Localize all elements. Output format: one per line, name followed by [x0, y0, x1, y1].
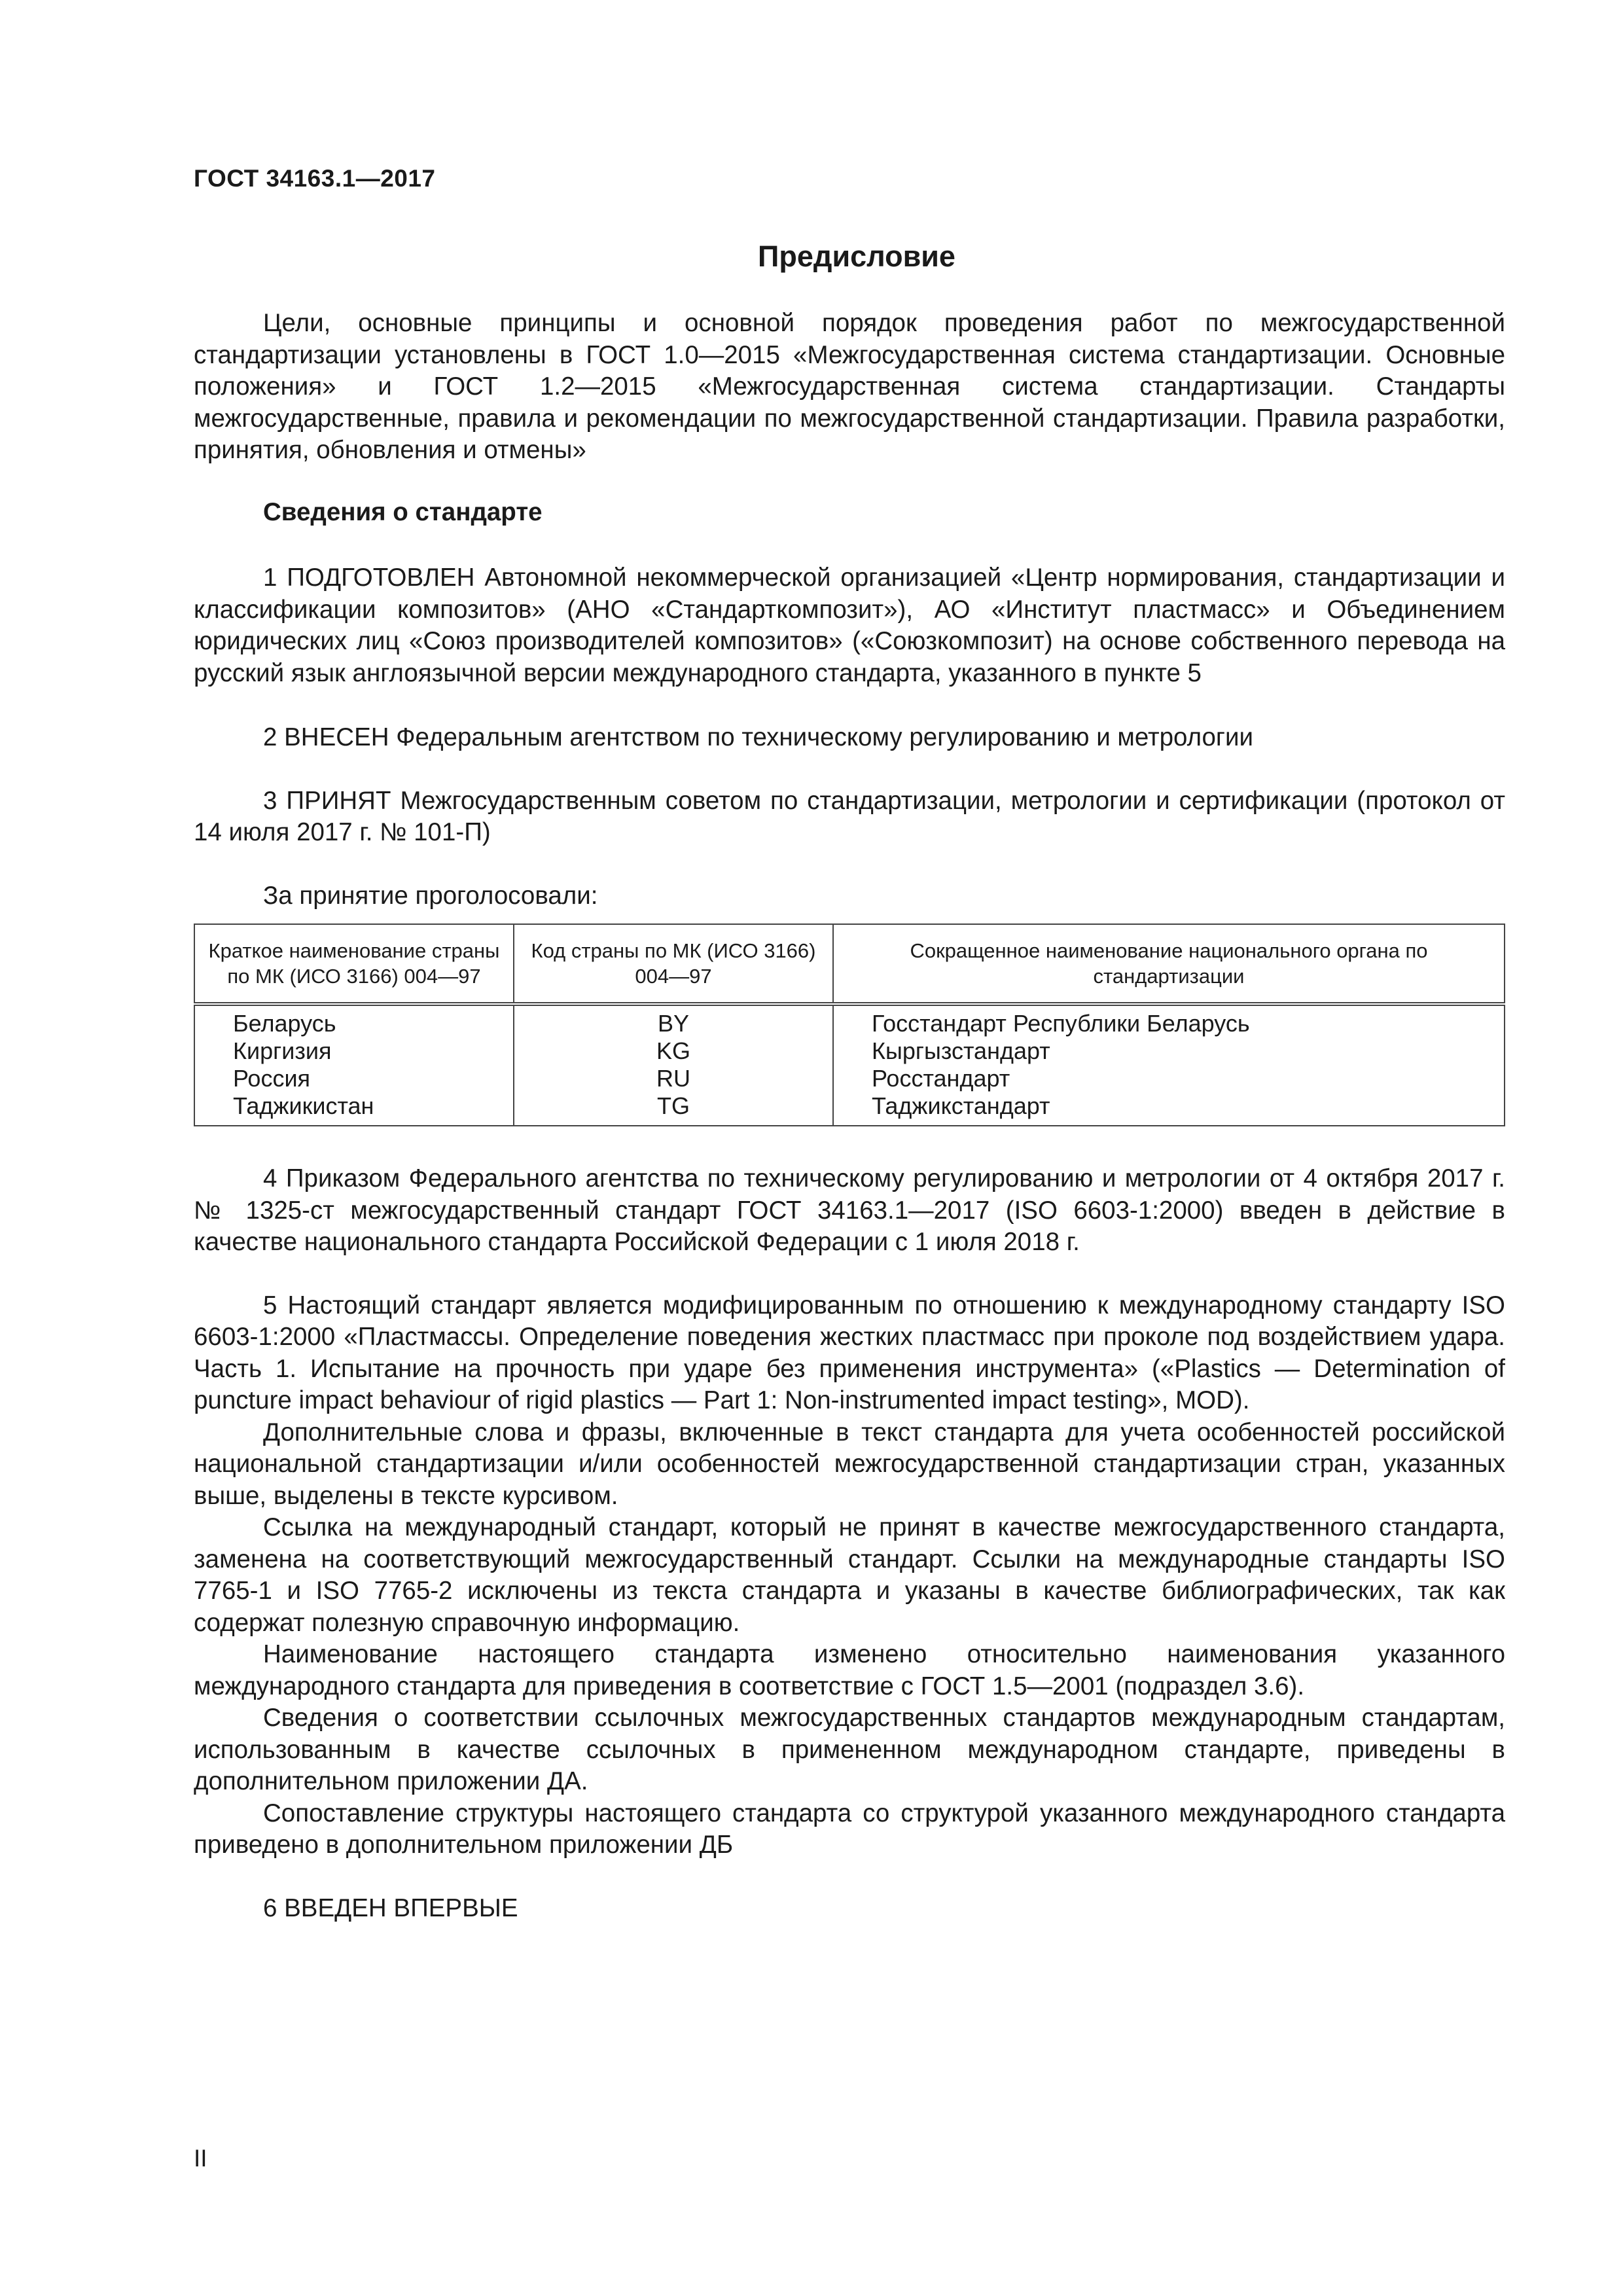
table-cell-code: RU [514, 1065, 833, 1092]
document-code: ГОСТ 34163.1—2017 [194, 165, 436, 192]
page-title: Предисловие [758, 240, 955, 273]
table-header-country: Краткое наименование страны по МК (ИСО 3166) 004—97 [194, 924, 514, 1004]
item-5-title-note: Наименование настоящего стандарта изменено относительно наименования указанного международного стандарта для приведения в соответствие с ГОСТ 1.5—2001 (подраздел 3.6). [194, 1640, 1505, 1700]
item-5-conformity-note: Сведения о соответствии ссылочных межгосударственных стандартов международным стандартам, использованным в качестве ссылочных в примененном международном стандарте, приведены в дополнительном приложении ДА. [194, 1704, 1505, 1795]
voting-table [194, 924, 1505, 1126]
item-6-paragraph: 6 ВВЕДЕН ВПЕРВЫЕ [263, 1893, 518, 1922]
intro-paragraph: Цели, основные принципы и основной порядок проведения работ по межгосударственной стандартизации установлены в ГОСТ 1.0—2015 «Межгосударственная система стандартизации. Основные положения» и ГОСТ 1.2—2015 «Межгосударственная система стандартизации. Стандарты межгосударственные, правила и рекомендации по межгосударственной стандартизации. Правила разработки, принятия, обновления и отмены» [194, 309, 1505, 464]
section-heading: Сведения о стандарте [263, 497, 543, 526]
table-cell-body: Росстандарт [872, 1065, 1010, 1092]
item-5-reference-note: Ссылка на международный стандарт, который не принят в качестве межгосударственного стандарта, заменена на соответствующий межгосударственный стандарт. Ссылки на международные стандарты ISO 7765-1 и ISO 7765-2 исключены из текста стандарта и указаны в качестве библиографических, так как содержат полезную справочную информацию. [194, 1513, 1505, 1637]
table-row [194, 1037, 1505, 1065]
table-cell-country: Киргизия [194, 1037, 514, 1065]
item-3-paragraph: 3 ПРИНЯТ Межгосударственным советом по стандартизации, метрологии и сертификации (протокол от 14 июля 2017 г. № 101-П) [194, 786, 1505, 846]
table-cell-country: Россия [194, 1065, 514, 1092]
document-body [194, 308, 1505, 1924]
table-row [194, 1004, 1505, 1037]
table-header-body: Сокращенное наименование национального органа по стандартизации [833, 924, 1505, 1004]
voted-label: За принятие проголосовали: [263, 881, 598, 910]
table-row [194, 1065, 1505, 1092]
item-1-paragraph: 1 ПОДГОТОВЛЕН Автономной некоммерческой организацией «Центр нормирования, стандартизации и классификации композитов» (АНО «Стандарткомпозит»), АО «Институт пластмасс» и Объединением юридических лиц «Союз производителей композитов» («Союзкомпозит) на основе собственного перевода на русский язык англоязычной версии международного стандарта, указанного в пункте 5 [194, 564, 1505, 687]
item-5-structure-note: Сопоставление структуры настоящего стандарта со структурой указанного международного стандарта приведено в дополнительном приложении ДБ [194, 1799, 1505, 1859]
table-cell-country: Таджикистан [194, 1092, 514, 1126]
table-cell-code: KG [514, 1037, 833, 1065]
table-cell-body: Кыргызстандарт [872, 1037, 1050, 1064]
item-2-paragraph: 2 ВНЕСЕН Федеральным агентством по техническому регулированию и метрологии [263, 723, 1253, 751]
table-cell-country: Беларусь [194, 1004, 514, 1037]
table-header-code: Код страны по МК (ИСО 3166) 004—97 [514, 924, 833, 1004]
table-cell-body: Госстандарт Республики Беларусь [872, 1010, 1250, 1037]
table-header-row [194, 924, 1505, 1004]
table-cell-code: BY [514, 1004, 833, 1037]
item-4-paragraph: 4 Приказом Федерального агентства по техническому регулированию и метрологии от 4 октября 2017 г. № 1325-ст межгосударственный стандарт ГОСТ 34163.1—2017 (ISO 6603-1:2000) введен в действие в качестве национального стандарта Российской Федерации с 1 июля 2018 г. [194, 1164, 1505, 1256]
table-cell-body: Таджикстандарт [872, 1092, 1050, 1119]
item-5-additional-words: Дополнительные слова и фразы, включенные в текст стандарта для учета особенностей российской национальной стандартизации и/или особенностей межгосударственной стандартизации стран, указанных выше, выделены в тексте курсивом. [194, 1418, 1505, 1510]
page-number: II [194, 2145, 207, 2172]
table-row [194, 1092, 1505, 1126]
table-cell-code: TG [514, 1092, 833, 1126]
item-5-paragraph: 5 Настоящий стандарт является модифицированным по отношению к международному стандарту ISO 6603-1:2000 «Пластмассы. Определение поведения жестких пластмасс при проколе под воздействием удара. Часть 1. Испытание на прочность при ударе без применения инструмента» («Plastics — Determination of puncture impact behaviour of rigid plastics — Part 1: Non-instrumented impact testing», MOD). [194, 1291, 1505, 1414]
